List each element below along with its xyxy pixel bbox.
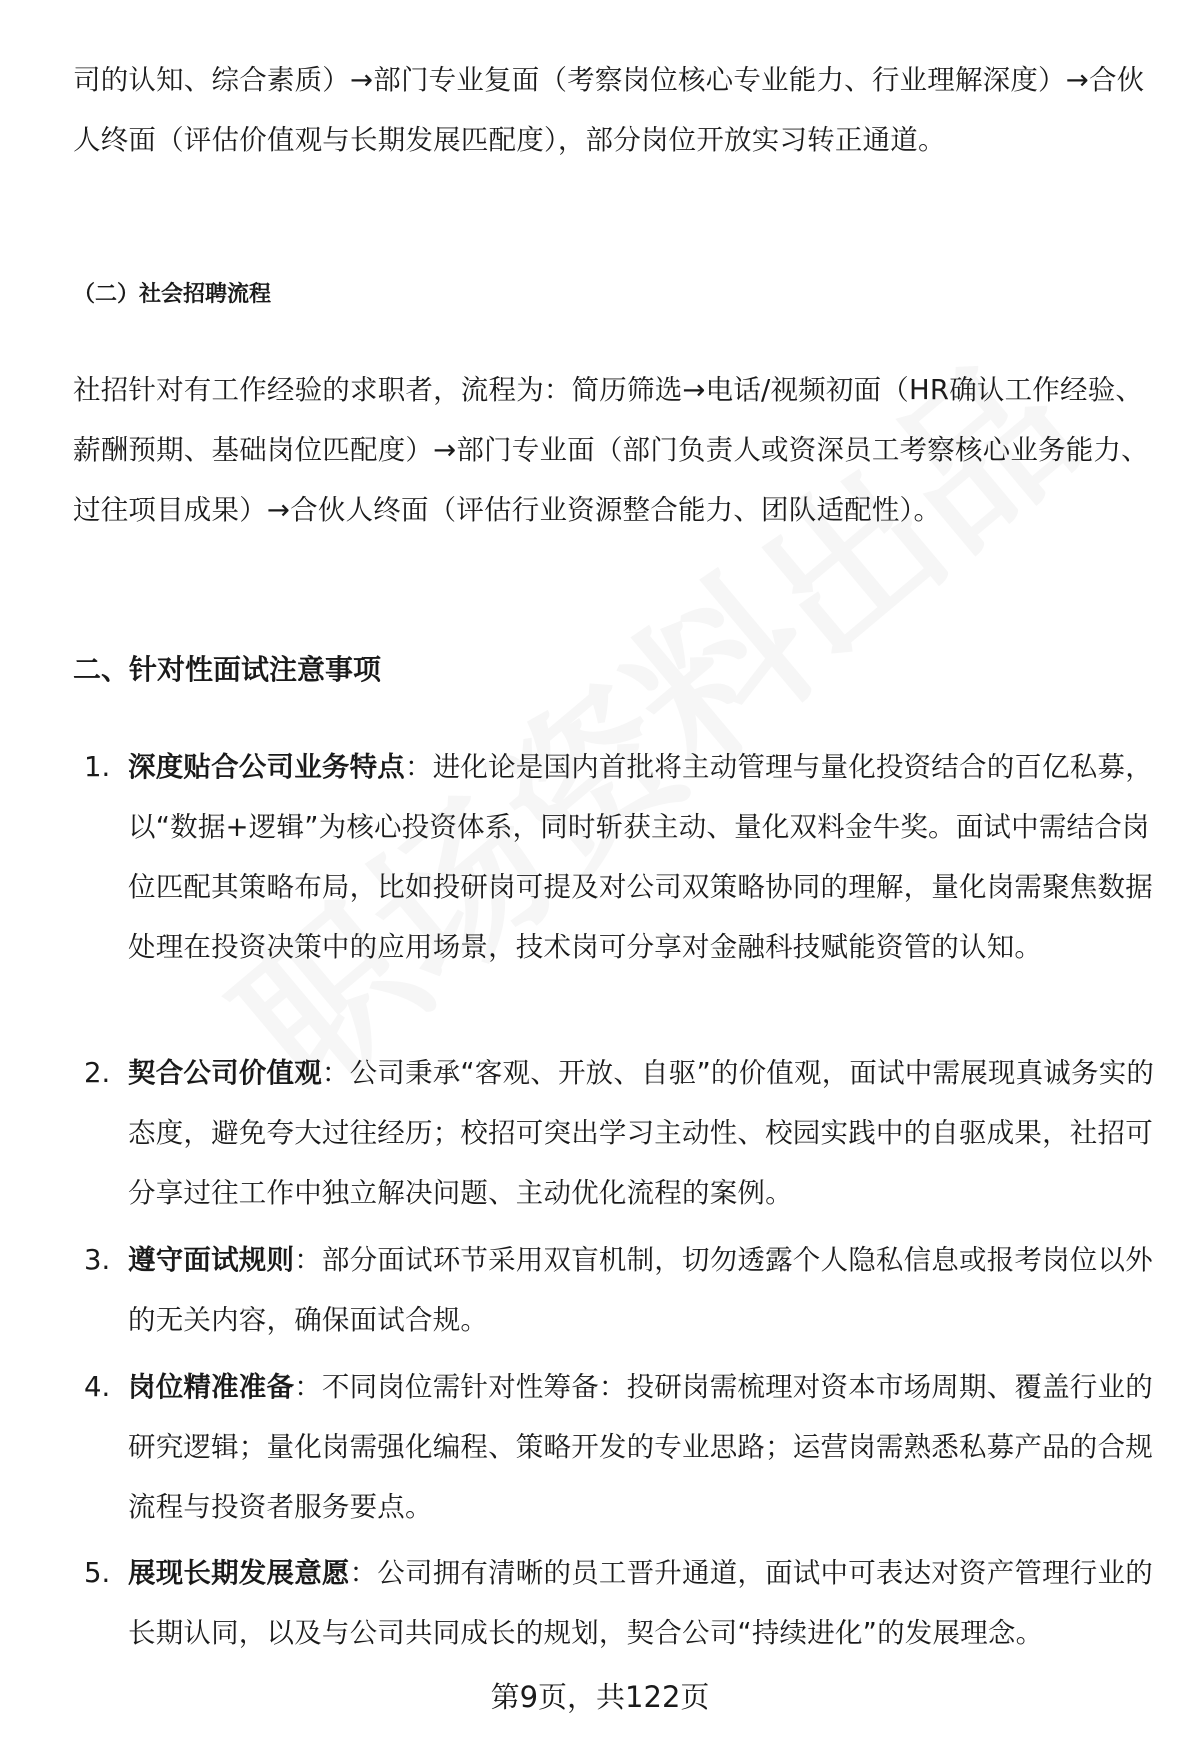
list-item-content [128, 1043, 1158, 1223]
list-item-content [128, 1357, 1158, 1537]
list-item-lead: 展现长期发展意愿 [128, 1557, 350, 1589]
list-item-text: ：公司秉承“客观、开放、自驱”的价值观，面试中需展现真诚务实的态度，避免夸大过往经历；校招可突出学习主动性、校园实践中的自驱成果，社招可分享过往工作中独立解决问题、主动优化流程的案例。 [128, 1057, 1155, 1209]
list-item-lead: 遵守面试规则 [128, 1244, 295, 1276]
list-item-text: ：不同岗位需针对性筹备：投研岗需梳理对资本市场周期、覆盖行业的研究逻辑；量化岗需强化编程、策略开发的专业思路；运营岗需熟悉私募产品的合规流程与投资者服务要点。 [128, 1371, 1153, 1523]
page-number-footer: 第9页，共122页 [490, 1680, 710, 1714]
list-item-lead: 岗位精准准备 [128, 1371, 295, 1403]
list-item-lead: 契合公司价值观 [128, 1057, 322, 1089]
section-two-heading: 二、针对性面试注意事项 [73, 653, 382, 686]
list-item-number: 3. [84, 1244, 111, 1276]
list-item-text: ：部分面试环节采用双盲机制，切勿透露个人隐私信息或报考岗位以外的无关内容，确保面试合规。 [128, 1244, 1153, 1336]
list-item-number: 4. [84, 1371, 111, 1403]
list-item-text: ：进化论是国内首批将主动管理与量化投资结合的百亿私募，以“数据+逻辑”为核心投资体系，同时斩获主动、量化双料金牛奖。面试中需结合岗位匹配其策略布局，比如投研岗可提及对公司双策略协同的理解，量化岗需聚焦数据处理在投资决策中的应用场景，技术岗可分享对金融科技赋能资管的认知。 [128, 751, 1153, 963]
list-item-lead: 深度贴合公司业务特点 [128, 751, 405, 783]
list-item-number: 2. [84, 1057, 111, 1089]
list-item-content [128, 1543, 1158, 1663]
list-item-text: ：公司拥有清晰的员工晋升通道，面试中可表达对资产管理行业的长期认同，以及与公司共同成长的规划，契合公司“持续进化”的发展理念。 [128, 1557, 1153, 1649]
list-item-number: 1. [84, 751, 111, 783]
top-paragraph: 司的认知、综合素质）→部门专业复面（考察岗位核心专业能力、行业理解深度）→合伙人终面（评估价值观与长期发展匹配度），部分岗位开放实习转正通道。 [73, 64, 1145, 156]
list-item-content [128, 737, 1158, 977]
social-recruitment-paragraph: 社招针对有工作经验的求职者，流程为：简历筛选→电话/视频初面（HR确认工作经验、薪酬预期、基础岗位匹配度）→部门专业面（部门负责人或资深员工考察核心业务能力、过往项目成果）→合伙人终面（评估行业资源整合能力、团队适配性）。 [73, 374, 1149, 526]
list-item-number: 5. [84, 1557, 111, 1589]
list-item-content [128, 1230, 1158, 1350]
social-recruitment-heading: （二）社会招聘流程 [73, 282, 272, 307]
